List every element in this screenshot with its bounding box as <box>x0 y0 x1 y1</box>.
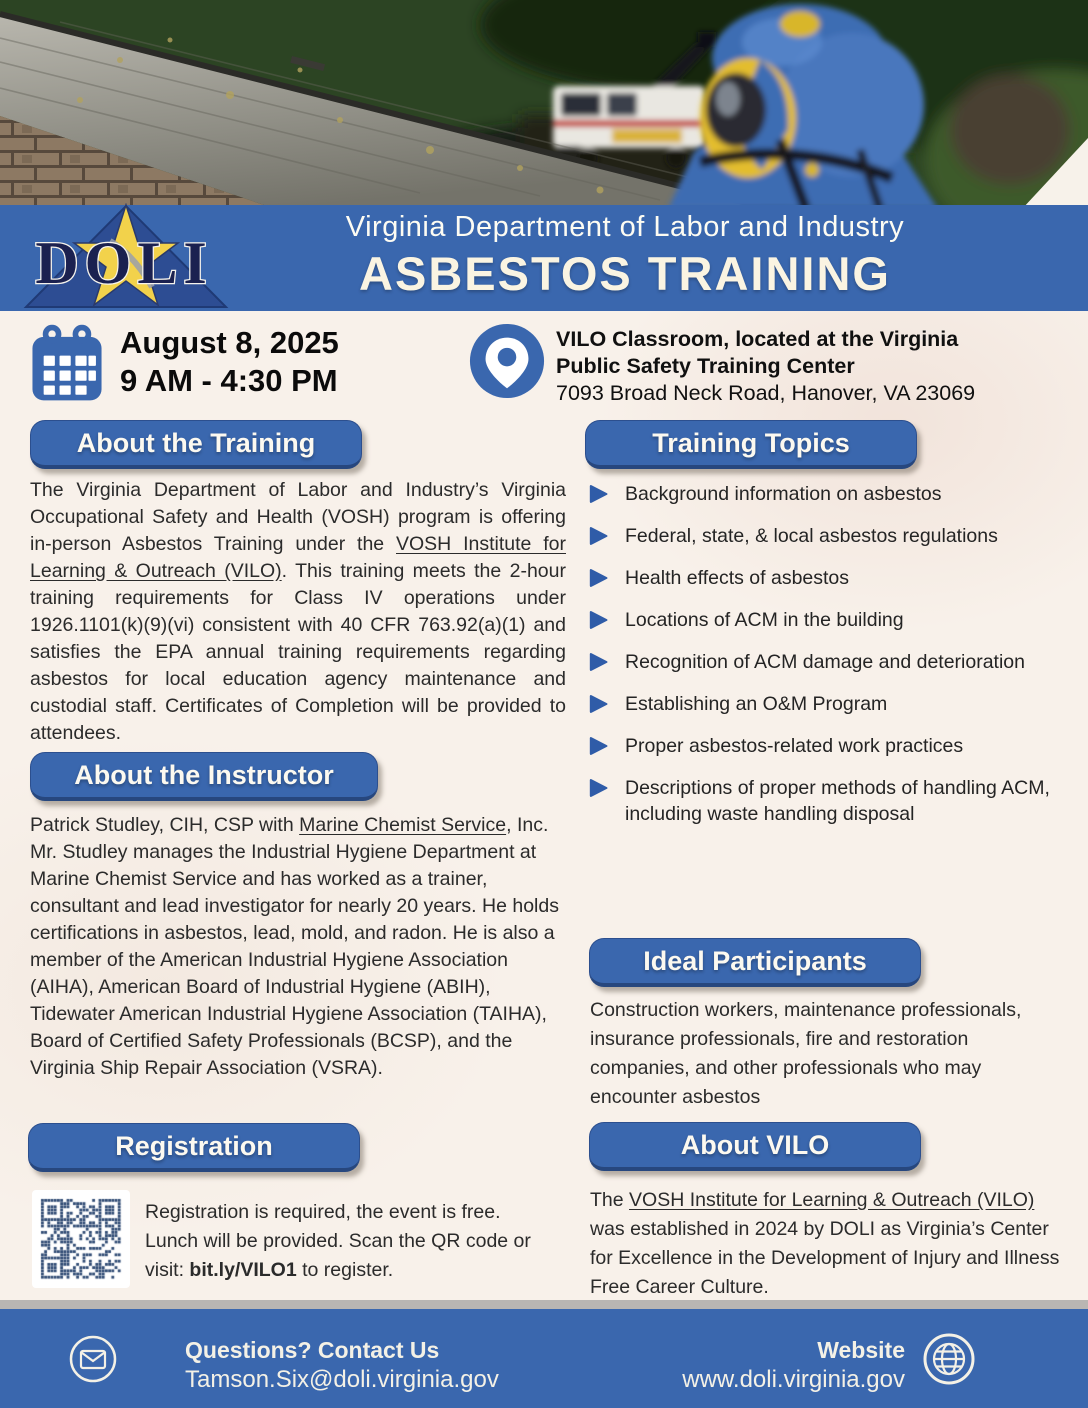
training-topic-item: Locations of ACM in the building <box>588 607 1066 633</box>
arrow-bullet-icon <box>588 567 610 589</box>
arrow-bullet-icon <box>588 735 610 757</box>
arrow-bullet-icon <box>588 777 610 799</box>
event-date: August 8, 2025 <box>120 325 339 360</box>
footer-bar <box>0 1309 1088 1408</box>
doli-logo <box>14 203 234 313</box>
contact-label: Questions? Contact Us <box>185 1337 440 1363</box>
about-vilo-paragraph: The VOSH Institute for Learning & Outreach (VILO) was established in 2024 by DOLI as Virginia’s Center for Excellence in the Development of Injury and Illness Free Career Culture. <box>590 1189 1060 1298</box>
registration-qr-code <box>32 1190 130 1288</box>
footer-divider <box>0 1300 1088 1309</box>
venue-line1: VILO Classroom, located at the Virginia <box>556 327 959 351</box>
arrow-bullet-icon <box>588 651 610 673</box>
arrow-bullet-icon <box>588 693 610 715</box>
doli-logo-text: DOLI <box>35 230 213 296</box>
footer-contact <box>185 1335 499 1395</box>
footer-website <box>600 1335 905 1395</box>
arrow-bullet-icon <box>588 483 610 505</box>
qr-code-canvas <box>40 1198 122 1280</box>
registration-paragraph: Registration is required, the event is free. Lunch will be provided. Scan the QR code or visit: bit.ly/VILO1 to register. <box>145 1201 531 1281</box>
flyer-title: ASBESTOS TRAINING <box>359 247 891 300</box>
section-header-about-training: About the Training <box>30 420 362 469</box>
location-pin-icon <box>468 322 546 400</box>
about-instructor-paragraph: Patrick Studley, CIH, CSP with Marine Chemist Service, Inc. Mr. Studley manages the Industrial Hygiene Department at Marine Chemist Service and has worked as a trainer, consultant and lead investigator for nearly 20 years. He holds certifications in asbestos, lead, mold, and radon. He is also a member of the American Industrial Hygiene Association (AIHA), American Board of Industrial Hygiene (ABIH), Tidewater American Industrial Hygiene Association (TAIHA), Board of Certified Safety Professionals (BCSP), and the Virginia Ship Repair Association (VSRA). <box>30 814 559 1079</box>
event-time: 9 AM - 4:30 PM <box>120 363 338 398</box>
training-topic-item: Descriptions of proper methods of handling ACM, including waste handling disposal <box>588 775 1066 827</box>
section-header-ideal-participants: Ideal Participants <box>589 938 921 987</box>
calendar-icon <box>25 322 109 406</box>
training-topics-list <box>588 481 1066 843</box>
globe-icon <box>922 1332 976 1386</box>
about-training-paragraph: The Virginia Department of Labor and Industry’s Virginia Occupational Safety and Health (VOSH) program is offering in-person Asbestos Training under the VOSH Institute for Learning & Outreach (VILO). This training meets the 2-hour training requirements for Class IV operations under 1926.1101(k)(9)(vi) consistent with 40 CFR 763.92(a)(1) and satisfies the EPA annual training requirements regarding asbestos for local education agency maintenance and custodial staff. Certificates of Completion will be provided to attendees. <box>30 479 566 744</box>
contact-email[interactable]: Tamson.Six@doli.virginia.gov <box>185 1366 499 1393</box>
training-topic-item: Recognition of ACM damage and deterioration <box>588 649 1066 675</box>
event-location <box>556 326 1056 407</box>
asbestos-removal-photo <box>0 0 1088 209</box>
training-topic-item: Federal, state, & local asbestos regulations <box>588 523 1066 549</box>
section-header-training-topics: Training Topics <box>585 420 917 469</box>
ideal-participants-paragraph: Construction workers, maintenance professionals, insurance professionals, fire and restoration companies, and other professionals who may encounter asbestos <box>590 999 1022 1108</box>
training-topic-item: Establishing an O&M Program <box>588 691 1066 717</box>
venue-address: 7093 Broad Neck Road, Hanover, VA 23069 <box>556 381 976 405</box>
venue-line2: Public Safety Training Center <box>556 354 855 378</box>
section-header-registration: Registration <box>28 1123 360 1172</box>
section-header-about-vilo: About VILO <box>589 1122 921 1171</box>
event-info-row <box>0 318 1088 410</box>
section-header-about-instructor: About the Instructor <box>30 752 378 801</box>
arrow-bullet-icon <box>588 609 610 631</box>
department-title: Virginia Department of Labor and Industry <box>345 211 905 243</box>
training-topic-item: Background information on asbestos <box>588 481 1066 507</box>
event-date-time <box>120 324 339 400</box>
training-topic-item: Health effects of asbestos <box>588 565 1066 591</box>
website-url[interactable]: www.doli.virginia.gov <box>682 1366 905 1393</box>
website-label: Website <box>817 1337 905 1363</box>
email-icon <box>68 1334 118 1384</box>
arrow-bullet-icon <box>588 525 610 547</box>
training-topic-item: Proper asbestos-related work practices <box>588 733 1066 759</box>
